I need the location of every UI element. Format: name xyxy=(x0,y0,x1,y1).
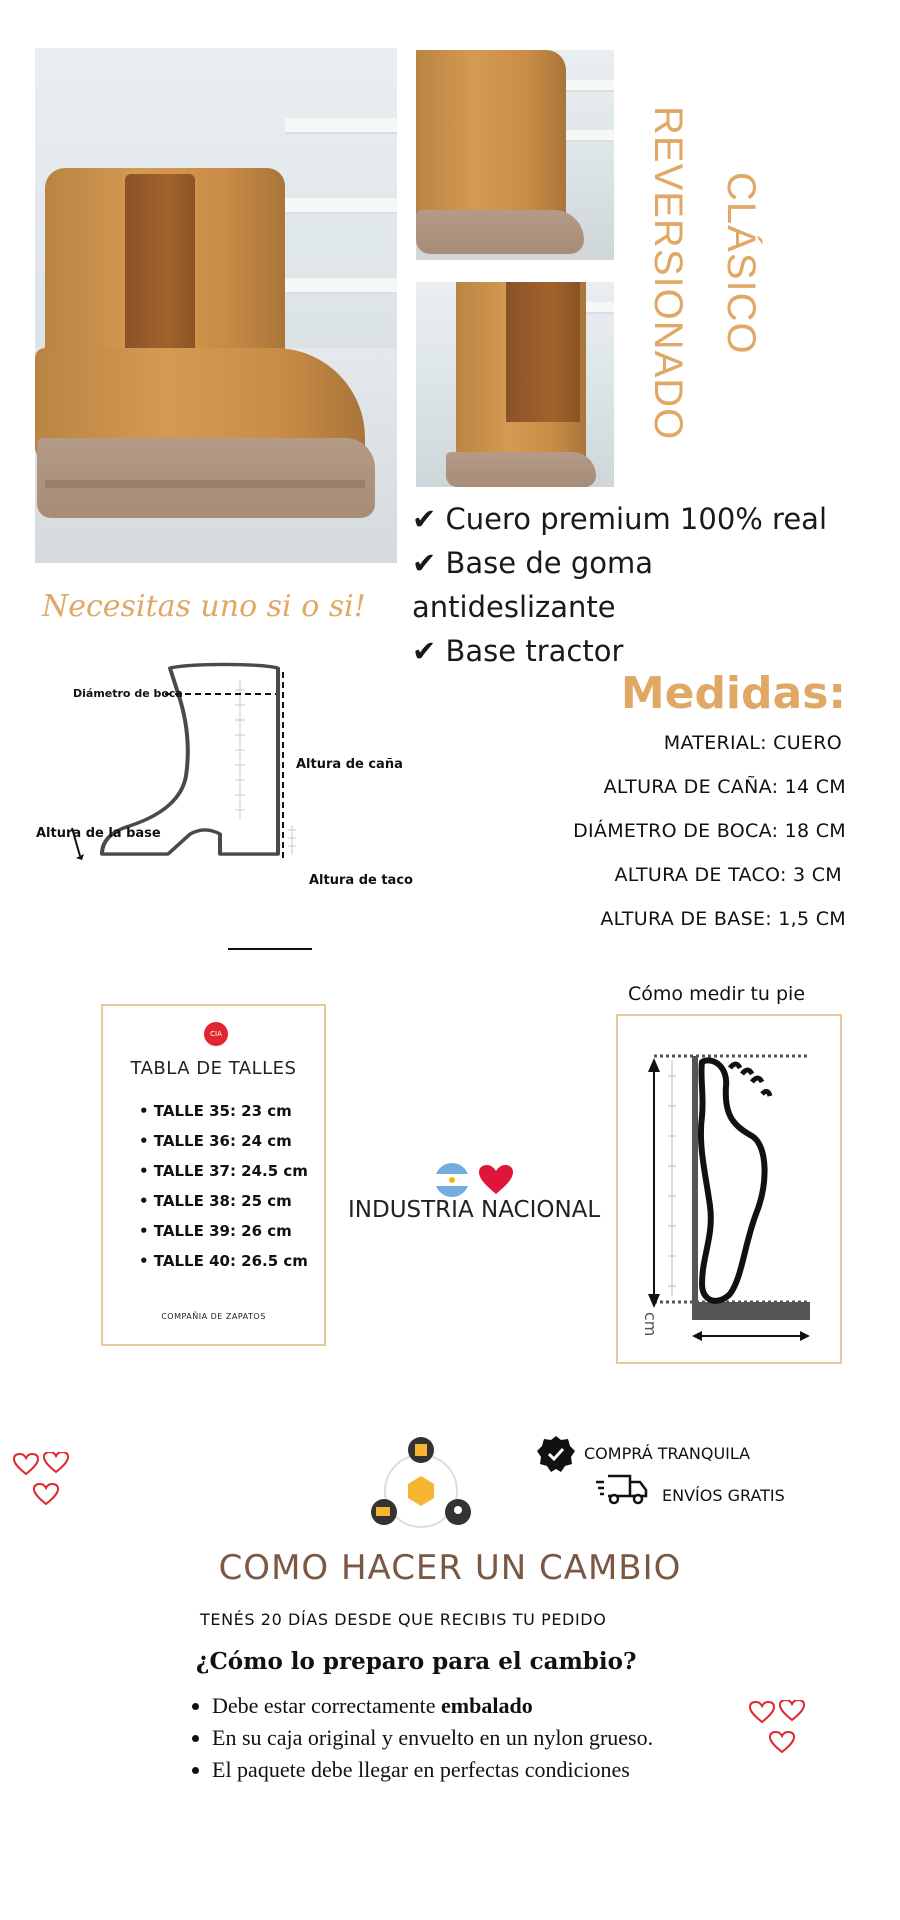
medidas-title: Medidas: xyxy=(620,668,846,719)
hearts-icon-left xyxy=(12,1452,72,1512)
unit-cm: cm xyxy=(641,1312,660,1337)
label-altura-cana: Altura de caña xyxy=(296,757,403,772)
main-boot-photo xyxy=(35,48,397,563)
talle-35: • TALLE 35: 23 cm xyxy=(139,1102,292,1120)
feature-antideslizante: antideslizante xyxy=(412,590,616,624)
brand-logo xyxy=(204,1022,228,1046)
talle-38: • TALLE 38: 25 cm xyxy=(139,1192,292,1210)
compra-tranquila: COMPRÁ TRANQUILA xyxy=(584,1444,751,1463)
industria-nacional: INDUSTRIA NACIONAL xyxy=(348,1197,601,1223)
divider xyxy=(228,948,312,950)
logistics-cycle-icon xyxy=(366,1436,476,1536)
feature-base-tractor: ✔ Base tractor xyxy=(412,634,624,668)
feature-base-goma: ✔ Base de goma xyxy=(412,546,653,580)
cambio-title: COMO HACER UN CAMBIO xyxy=(218,1548,682,1588)
talle-37: • TALLE 37: 24.5 cm xyxy=(139,1162,308,1180)
vertical-title-clasico: CLÁSICO xyxy=(719,172,763,355)
size-chart-title: TABLA DE TALLES xyxy=(130,1058,297,1079)
envios-gratis: ENVÍOS GRATIS xyxy=(662,1486,785,1505)
talle-40: • TALLE 40: 26.5 cm xyxy=(139,1252,308,1270)
side-boot-photo-top xyxy=(416,50,614,260)
cambio-question: ¿Cómo lo preparo para el cambio? xyxy=(196,1648,637,1675)
foot-measure-diagram xyxy=(618,1016,840,1362)
medida-altura-base: ALTURA DE BASE: 1,5 CM xyxy=(600,908,846,930)
cambio-item-1-bold: embalado xyxy=(441,1693,533,1718)
medir-title: Cómo medir tu pie xyxy=(628,983,806,1005)
talle-39: • TALLE 39: 26 cm xyxy=(139,1222,292,1240)
cambio-item-1-text: Debe estar correctamente xyxy=(212,1693,442,1718)
brand-logo-text: CIA xyxy=(210,1030,222,1038)
talle-36: • TALLE 36: 24 cm xyxy=(139,1132,292,1150)
label-altura-taco: Altura de taco xyxy=(309,873,413,888)
label-diametro-boca: Diámetro de boca xyxy=(73,687,183,700)
label-altura-base: Altura de la base xyxy=(36,826,161,841)
cambio-item-condiciones: • El paquete debe llegar en perfectas condiciones xyxy=(212,1754,772,1786)
feature-cuero: ✔ Cuero premium 100% real xyxy=(412,502,828,536)
size-chart-card xyxy=(101,1004,326,1346)
medida-altura-cana: ALTURA DE CAÑA: 14 CM xyxy=(603,776,846,798)
side-boot-photo-bottom xyxy=(416,282,614,487)
cambio-subtitle: TENÉS 20 DÍAS DESDE QUE RECIBIS TU PEDIDO xyxy=(200,1610,607,1629)
cambio-list xyxy=(184,1690,772,1786)
argentina-flag-icon xyxy=(434,1162,470,1198)
heart-icon xyxy=(478,1164,514,1196)
size-chart-footer: COMPAÑIA DE ZAPATOS xyxy=(161,1312,266,1321)
foot-measure-card xyxy=(616,1014,842,1364)
cambio-item-caja: • En su caja original y envuelto en un nylon grueso. xyxy=(212,1722,772,1754)
medida-diametro-boca: DIÁMETRO DE BOCA: 18 CM xyxy=(573,820,846,842)
delivery-truck-icon xyxy=(594,1472,650,1506)
cambio-item-embalado xyxy=(212,1690,772,1722)
medida-altura-taco: ALTURA DE TACO: 3 CM xyxy=(614,864,842,886)
medida-material: MATERIAL: CUERO xyxy=(663,732,842,754)
vertical-title-reversionado: REVERSIONADO xyxy=(646,106,690,441)
verified-badge-icon xyxy=(536,1434,576,1474)
slogan: Necesitas uno si o si! xyxy=(42,589,366,624)
